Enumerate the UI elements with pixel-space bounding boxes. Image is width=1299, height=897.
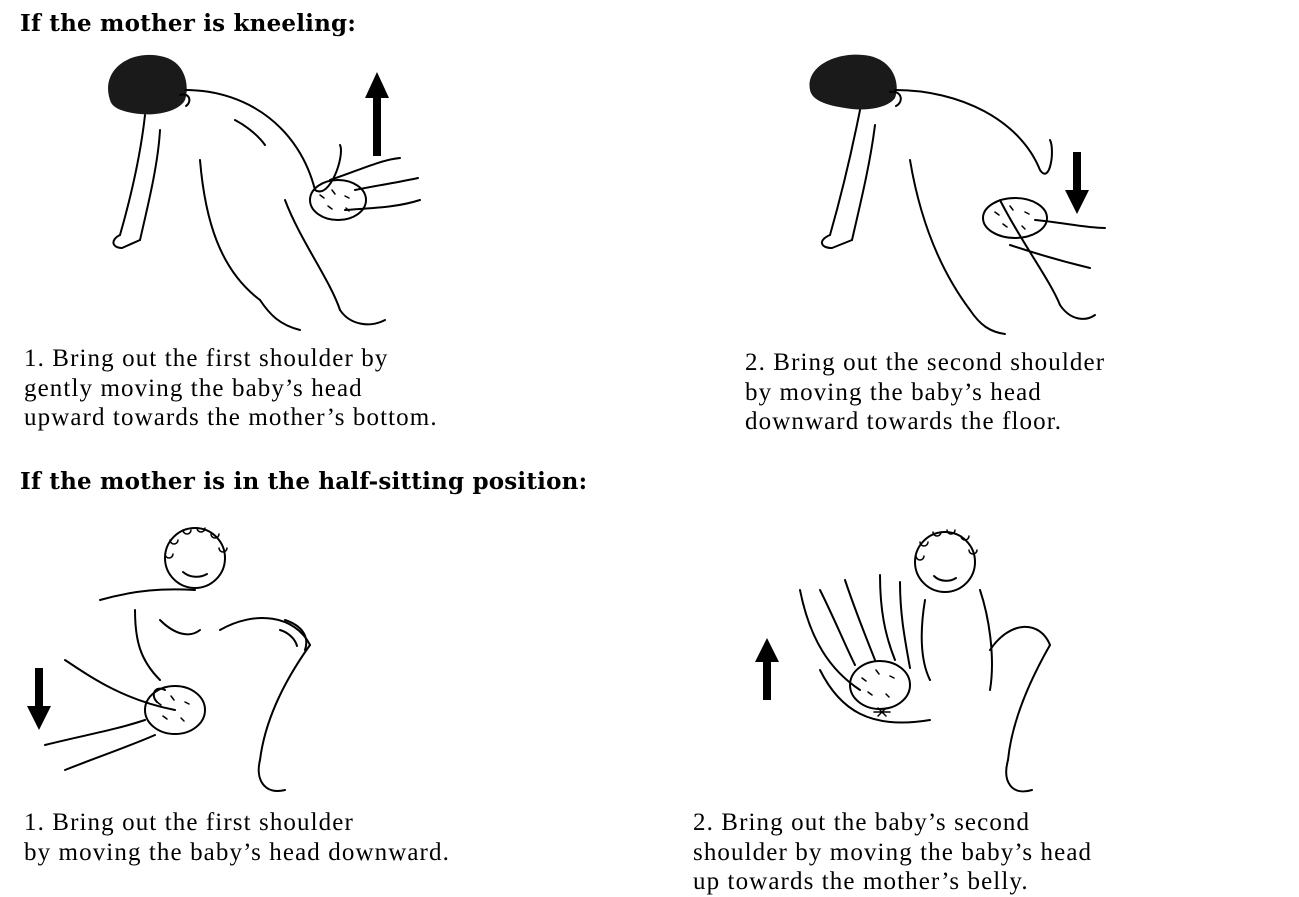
caption-line: by moving the baby’s head downward.: [24, 838, 450, 866]
illustration-kneeling-first-shoulder: [100, 50, 430, 340]
caption-line: shoulder by moving the baby’s head: [693, 838, 1093, 866]
up-arrow-icon: [755, 638, 779, 700]
caption-line: by moving the baby’s head: [745, 378, 1042, 406]
caption-line: 2. Bring out the second shoulder: [745, 349, 1106, 376]
illustration-half-sitting-second-shoulder: [750, 520, 1070, 805]
illustration-half-sitting-first-shoulder: [25, 520, 345, 805]
heading-kneeling: If the mother is kneeling:: [20, 10, 357, 37]
caption-half-sitting-step2: [693, 808, 1092, 897]
caption-line: 1. Bring out the first shoulder: [24, 809, 354, 836]
caption-kneeling-step2: [745, 348, 1105, 437]
caption-line: gently moving the baby’s head: [24, 374, 363, 402]
down-arrow-icon: [27, 668, 51, 730]
caption-line: upward towards the mother’s bottom.: [24, 404, 438, 431]
illustration-kneeling-second-shoulder: [800, 50, 1130, 340]
caption-line: 2. Bring out the baby’s second: [693, 809, 1031, 836]
up-arrow-icon: [365, 72, 389, 156]
caption-line: up towards the mother’s belly.: [693, 868, 1029, 895]
caption-kneeling-step1: [24, 344, 438, 433]
caption-line: downward towards the floor.: [745, 408, 1063, 435]
heading-half-sitting: If the mother is in the half-sitting position:: [20, 468, 588, 495]
caption-line: 1. Bring out the first shoulder by: [24, 345, 389, 372]
down-arrow-icon: [1065, 152, 1089, 214]
caption-half-sitting-step1: [24, 808, 450, 867]
